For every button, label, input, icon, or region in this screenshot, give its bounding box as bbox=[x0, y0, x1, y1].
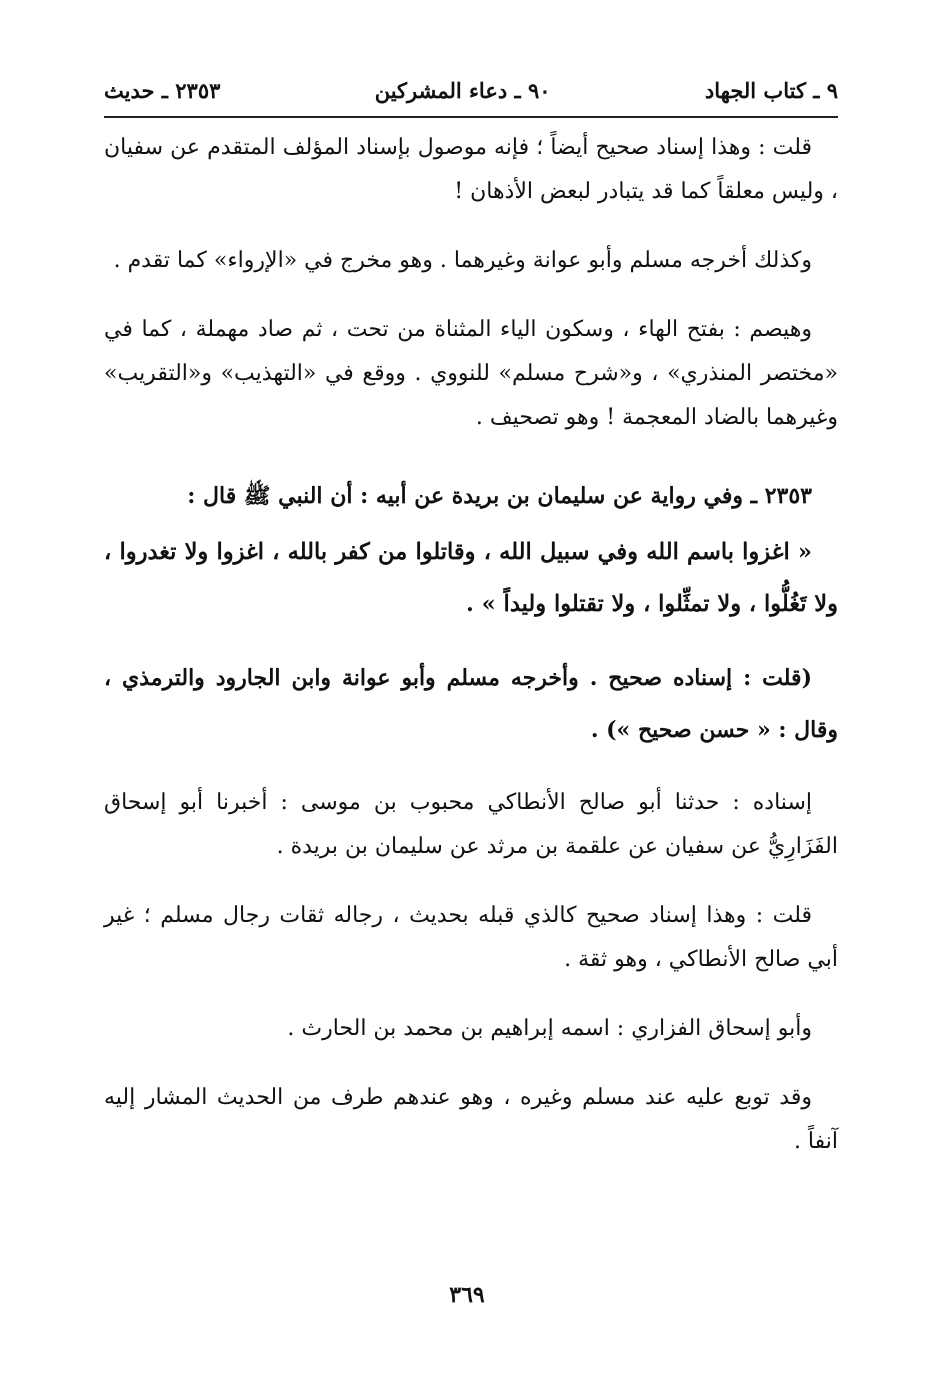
paragraph-takhrij-irwa: وكذلك أخرجه مسلم وأبو عوانة وغيرهما . وهو مخرج في «الإرواء» كما تقدم . bbox=[113, 248, 812, 273]
running-header bbox=[104, 70, 838, 110]
header-chapter-title: ٩٠ ـ دعاء المشركين bbox=[374, 77, 551, 103]
header-book-title: ٩ ـ كتاب الجهاد bbox=[704, 77, 838, 103]
header-divider bbox=[104, 116, 838, 118]
paragraph-haysam-note: وهيصم : بفتح الهاء ، وسكون الياء المثناة من تحت ، ثم صاد مهملة ، كما في «مختصر المنذري» ، و«شرح مسلم» للنووي . ووقع في «التهذيب» و«التقريب» وغيرهما بالضاد المعجمة ! وهو تصحيف . bbox=[104, 317, 838, 430]
hadith-heading: ٢٣٥٣ ـ وفي رواية عن سليمان بن بريدة عن أبيه : أن النبي ﷺ قال : bbox=[187, 483, 812, 509]
page-number: ٣٦٩ bbox=[449, 1282, 485, 1308]
comment-paragraph-thiqat: قلت : وهذا إسناد صحيح كالذي قبله بحديث ، رجاله ثقات رجال مسلم ؛ غير أبي صالح الأنطاكي ، وهو ثقة . bbox=[104, 903, 838, 972]
comment-paragraph-fazari: وأبو إسحاق الفزاري : اسمه إبراهيم بن محمد بن الحارث . bbox=[287, 1016, 812, 1041]
takhrij-paragraph: (قلت : إسناده صحيح . وأخرجه مسلم وأبو عوانة وابن الجارود والترمذي ، وقال : « حسن صحيح ») . bbox=[104, 665, 838, 743]
page-body bbox=[104, 126, 838, 1189]
isnad-paragraph: إسناده : حدثنا أبو صالح الأنطاكي محبوب بن موسى : أخبرنا أبو إسحاق الفَزَارِيُّ عن سفيان عن علقمة بن مرثد عن سليمان بن بريدة . bbox=[104, 790, 838, 859]
hadith-text: « اغزوا باسم الله وفي سبيل الله ، وقاتلوا من كفر بالله ، اغزوا ولا تغدروا ، ولا تَغُلُّوا ، ولا تمثِّلوا ، ولا تقتلوا وليداً » . bbox=[104, 539, 838, 617]
comment-paragraph-mutaba: وقد توبع عليه عند مسلم وغيره ، وهو عندهم طرف من الحديث المشار إليه آنفاً . bbox=[104, 1085, 838, 1154]
paragraph-comment-sahih: قلت : وهذا إسناد صحيح أيضاً ؛ فإنه موصول بإسناد المؤلف المتقدم عن سفيان ، وليس معلقاً كما قد يتبادر لبعض الأذهان ! bbox=[104, 135, 838, 204]
header-hadith-ref: ٢٣٥٣ ـ حديث bbox=[104, 77, 221, 103]
